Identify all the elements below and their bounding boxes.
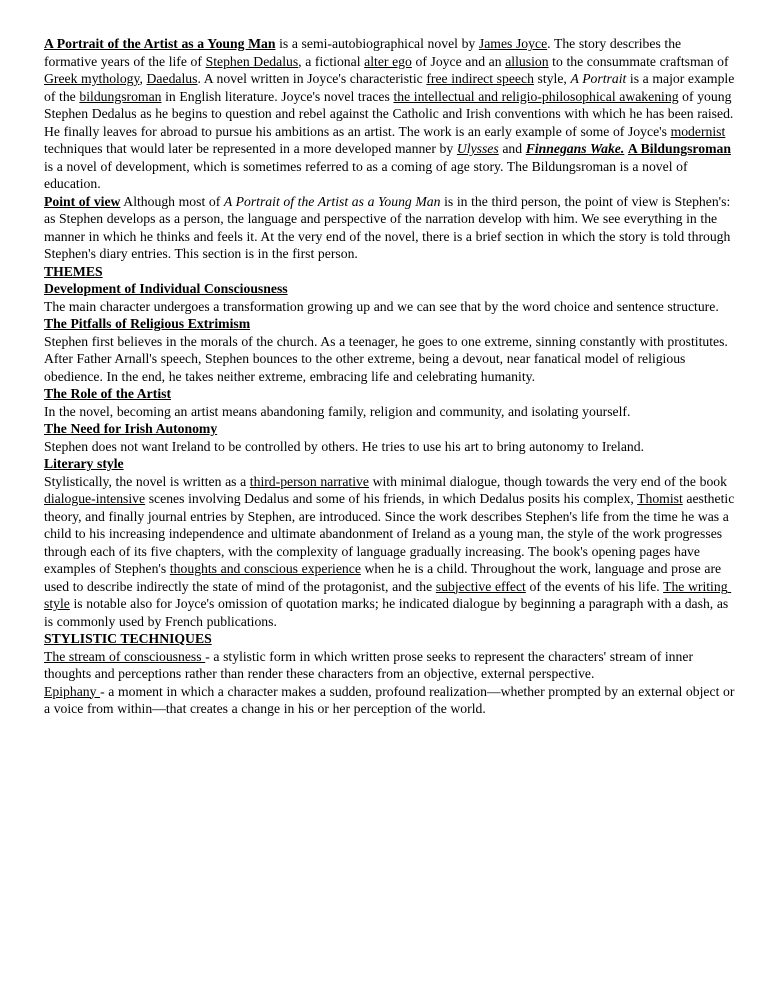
text-run: A Portrait of the Artist as a Young Man [223, 193, 441, 209]
text-run: STYLISTIC TECHNIQUES [44, 631, 212, 646]
text-run: Daedalus [146, 71, 198, 86]
text-run: scenes involving Dedalus and some of his friends, in which Dedalus posits his complex, [145, 491, 638, 506]
text-run: to the consummate craftsman of [548, 53, 733, 69]
text-run: thoughts and conscious experience [169, 561, 361, 576]
pitfalls-of-religious-extrimism-paragraph [44, 333, 736, 386]
text-run: The main character undergoes a transformation growing up and we can see that by the word choice and sentence structure. [44, 298, 719, 314]
need-for-irish-autonomy-paragraph [44, 438, 736, 456]
text-run: Development of Individual Consciousness [44, 281, 288, 296]
intro-paragraph [44, 35, 736, 193]
text-run: Literary style [44, 456, 124, 471]
text-run: A Portrait of the Artist as a Young Man [44, 36, 276, 51]
text-run: The writing style [44, 578, 732, 611]
text-run: in English literature. Joyce's novel traces [161, 88, 394, 104]
text-run: Although most of [120, 193, 224, 209]
text-run: of Joyce and an [411, 53, 506, 69]
text-run: is in the third person, the point of view is Stephen's: as Stephen develops as a person, the language and perspective of the narration develop with him. We see everything in the manner in which he thinks and feels it. At the very end of the novel, there is a brief section in which the story is told through Stephen's diary entries. This section is in the first person. [44, 193, 734, 261]
role-of-the-artist-paragraph [44, 403, 736, 421]
text-run: aesthetic theory, and finally journal entries by Stephen, are introduced. Since the work describes Stephen's life from the time he was a child to his increasing independence and ultimate abandonment of Ireland as a young man, the style of the work progresses through each of its five chapters, with the complexity of language gradually increasing. The book's opening pages have examples of Stephen's [44, 491, 738, 576]
themes-heading [44, 263, 736, 281]
text-run: with minimal dialogue, though towards the very end of the book [368, 473, 731, 489]
stream-of-consciousness-paragraph [44, 648, 736, 683]
document-text-body [44, 35, 739, 718]
need-for-irish-autonomy-heading [44, 420, 736, 438]
stylistic-techniques-heading [44, 630, 736, 648]
text-run: Point of view [44, 193, 121, 209]
text-run: In the novel, becoming an artist means abandoning family, religion and community, and isolating yourself. [44, 403, 631, 419]
text-run: when he is a child. Throughout the work, language and prose are used to describe indirectly the state of mind of the protagonist, and the [44, 561, 725, 594]
text-run: . A novel written in Joyce's characteristic [197, 71, 427, 86]
text-run: is a novel of development, which is sometimes referred to as a coming of age story. The Bildungsroman is a novel of education. [44, 141, 735, 191]
text-run: allusion [505, 53, 549, 69]
text-run: Stephen does not want Ireland to be controlled by others. He tries to use his art to bring autonomy to Ireland. [44, 438, 645, 454]
text-run: The Role of the Artist [44, 386, 172, 401]
text-run: Stylistically, the novel is written as a [44, 473, 250, 489]
text-run: , [139, 71, 147, 86]
text-run: bildungsroman [79, 88, 162, 104]
text-run: Ulysses [456, 141, 499, 156]
text-run: third-person narrative [249, 473, 369, 489]
text-run: Stephen Dedalus [205, 53, 299, 69]
text-run: - a stylistic form in which written prose seeks to represent the characters' stream of inner thoughts and perceptions rather than render these characters from an objective, external perspective. [44, 648, 697, 681]
text-run: , a fictional [298, 53, 365, 69]
text-run: The Pitfalls of Religious Extrimism [44, 316, 251, 331]
text-run: A Bildungsroman [627, 141, 731, 156]
text-run: is a major example of the [44, 71, 738, 104]
text-run: modernist [670, 123, 726, 139]
text-run: Greek mythology [44, 71, 140, 86]
text-run: A Portrait [570, 71, 627, 86]
text-run: subjective effect [435, 578, 526, 594]
text-run: of young Stephen Dedalus as he begins to question and rebel against the Catholic and Irish conventions with which he has been raised. He finally leaves for abroad to pursue his ambitions as an artist. The work is an early example of some of Joyce's [44, 88, 737, 139]
text-run: of the events of his life. [525, 578, 664, 594]
text-run: Stephen first believes in the morals of the church. As a teenager, he goes to one extreme, sinning constantly with prostitutes. After Father Arnall's speech, Stephen bounces to the other extreme, being a devout, near fanatical model of religious obedience. In the end, he takes neither extreme, embracing life and celebrating humanity. [44, 333, 731, 384]
text-run: The Need for Irish Autonomy [44, 421, 218, 436]
development-of-individual-consciousness-heading [44, 280, 736, 298]
text-run: the intellectual and religio-philosophical awakening [393, 88, 679, 104]
role-of-the-artist-heading [44, 385, 736, 403]
text-run: Epiphany [44, 683, 101, 699]
text-run: James Joyce [478, 36, 548, 51]
text-run: Thomist [637, 491, 683, 506]
text-run: dialogue-intensive [44, 491, 146, 506]
text-run: THEMES [44, 263, 103, 279]
development-of-individual-consciousness-paragraph [44, 298, 736, 316]
literary-style-paragraph [44, 473, 736, 631]
pitfalls-of-religious-extrimism-heading [44, 315, 736, 333]
text-run: . The story describes the formative years of the life of [44, 36, 685, 69]
text-run: - a moment in which a character makes a sudden, profound realization—whether prompted by an external object or a voice from within—that creates a change in his or her perception of the world. [44, 683, 739, 716]
text-run: is notable also for Joyce's omission of quotation marks; he indicated dialogue by beginning a paragraph with a dash, as is commonly used by French publications. [44, 596, 732, 629]
text-run: techniques that would later be represented in a more developed manner by [44, 123, 729, 156]
literary-style-heading [44, 455, 736, 473]
point-of-view-paragraph [44, 193, 736, 263]
text-run: is a semi-autobiographical novel by [275, 36, 479, 51]
text-run: alter ego [364, 53, 412, 69]
text-run: free indirect speech [426, 71, 534, 86]
text-run: and [498, 141, 526, 156]
epiphany-paragraph [44, 683, 739, 718]
text-run: The stream of consciousness [44, 648, 206, 664]
text-run: Finnegans Wake. [525, 141, 625, 156]
text-run: style, [533, 71, 571, 86]
